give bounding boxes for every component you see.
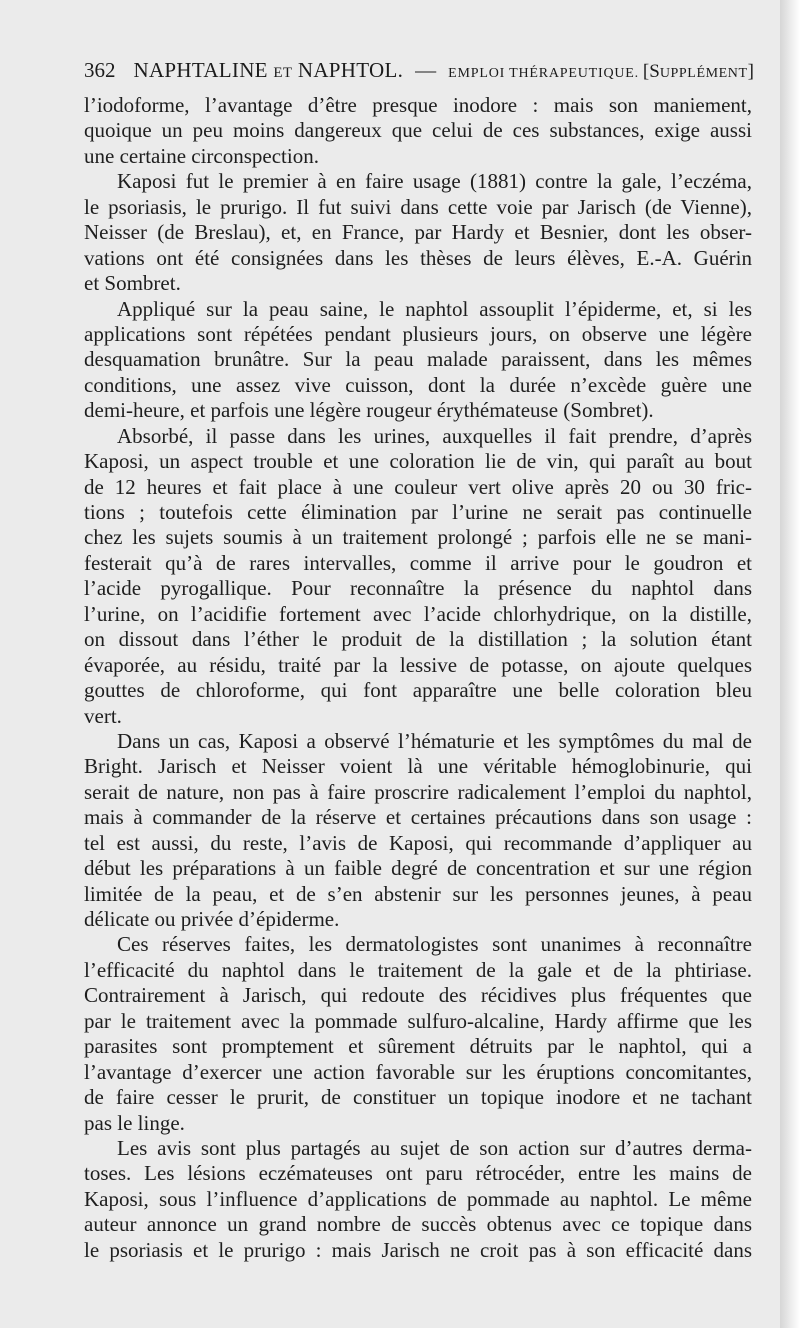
text-line: vations ont été consignées dans les thèses de leurs élèves, E.-A. Guérin (84, 245, 752, 270)
text-line: desquamation brunâtre. Sur la peau malade paraissent, dans les mêmes (84, 347, 752, 372)
supplement-label (643, 61, 754, 83)
text-line: toses. Les lésions eczémateuses ont paru rétrocéder, entre les mains de (84, 1161, 752, 1186)
supplement-first-letter: S (649, 61, 660, 82)
text-line: tions ; toutefois cette élimination par l’urine ne serait pas continuelle (84, 500, 752, 524)
text-line: festerait qu’à de rares intervalles, comme il arrive pour le goudron et (84, 550, 752, 575)
text-line: on dissout dans l’éther le produit de la distillation ; la solution étant (84, 627, 752, 652)
page-number: 362 (84, 58, 116, 82)
running-title (134, 58, 404, 83)
text-line: Kaposi, sous l’influence d’applications de pommade au naphtol. Le même (84, 1186, 752, 1211)
title-dash: — (415, 58, 437, 82)
text-line: chez les sujets soumis à un traitement prolongé ; parfois elle ne se mani- (84, 525, 752, 550)
text-line: Bright. Jarisch et Neisser voient là une véritable hémoglobinurie, qui (84, 754, 752, 779)
text-line: le psoriasis et le prurigo : mais Jarisch ne croit pas à son efficacité dans (84, 1237, 752, 1262)
text-line: pas le linge. (84, 1110, 185, 1135)
text-line: de faire cesser le prurit, de constituer un topique inodore et ne tachant (84, 1085, 752, 1110)
text-line: l’iodoforme, l’avantage d’être presque inodore : mais son maniement, (84, 93, 752, 117)
text-line: serait de nature, non pas à faire proscrire radicalement l’emploi du naphtol, (84, 779, 752, 804)
text-line: Les avis sont plus partagés au sujet de son action sur d’autres derma- (117, 1135, 752, 1160)
text-line: délicate ou privée d’épiderme. (84, 907, 340, 931)
text-line: conditions, une assez vive cuisson, dont la durée n’excède guère une (84, 372, 752, 397)
text-line: début les préparations à un faible degré de concentration et sur une région (84, 856, 752, 881)
text-line: et Sombret. (84, 271, 181, 296)
text-line: mais à commander de la réserve et certaines précautions dans son usage : (84, 805, 752, 830)
text-line: de 12 heures et fait place à une couleur vert olive après 20 ou 30 fric- (84, 474, 752, 499)
text-line: limitée de la peau, et de s’en abstenir sur les personnes jeunes, à peau (84, 881, 752, 906)
text-line: Neisser (de Breslau), et, en France, par Hardy et Besnier, dont les obser- (84, 220, 752, 245)
text-line: une certaine circonspection. (84, 143, 319, 168)
text-line: parasites sont promptement et sûrement détruits par le naphtol, qui a (84, 1034, 752, 1059)
text-line: évaporée, au résidu, traité par la lessive de potasse, on ajoute quelques (84, 652, 752, 677)
text-line: Ces réserves faites, les dermatologistes sont unanimes à reconnaître (117, 932, 752, 957)
text-line: l’urine, on l’acidifie fortement avec l’acide chlorhydrique, on la distille, (84, 601, 752, 626)
body-text (84, 93, 752, 1263)
text-line: auteur annonce un grand nombre de succès obtenus avec ce topique dans (84, 1212, 752, 1237)
text-line: demi-heure, et parfois une légère rougeur érythémateuse (Sombret). (84, 398, 654, 423)
text-line: Kaposi fut le premier à en faire usage (1881) contre la gale, l’eczéma, (117, 169, 752, 194)
title-part-2: NAPHTOL. (297, 58, 404, 82)
text-line: applications sont répétées pendant plusieurs jours, on observe une légère (84, 321, 752, 346)
text-line: Appliqué sur la peau saine, le naphtol assouplit l’épiderme, et, si les (117, 296, 752, 321)
text-line: vert. (84, 703, 122, 728)
text-line: tel est aussi, du reste, l’avis de Kaposi, qui recommande d’appliquer au (84, 830, 752, 855)
supplement-rest: UPPLÉMENT (659, 66, 748, 81)
text-line: quoique un peu moins dangereux que celui de ces substances, exige aussi (84, 118, 752, 143)
text-line: l’acide pyrogallique. Pour reconnaître la présence du naphtol dans (84, 576, 752, 601)
text-line: l’avantage d’exercer une action favorable sur les éruptions concomitantes, (84, 1059, 752, 1084)
text-line: Dans un cas, Kaposi a observé l’hématurie et les symptômes du mal de (117, 728, 752, 753)
page-edge (780, 0, 800, 1328)
supplement-close-bracket: ] (747, 61, 754, 82)
text-line: par le traitement avec la pommade sulfuro-alcaline, Hardy affirme que les (84, 1008, 752, 1033)
text-line: Kaposi, un aspect trouble et une coloration lie de vin, qui paraît au bout (84, 449, 752, 474)
section-title: EMPLOI THÉRAPEUTIQUE. (448, 66, 639, 81)
text-line: le psoriasis, le prurigo. Il fut suivi dans cette voie par Jarisch (de Vienne), (84, 194, 752, 219)
title-et: ET (273, 65, 293, 81)
text-line: Contrairement à Jarisch, qui redoute des récidives plus fréquentes que (84, 983, 752, 1008)
text-line: gouttes de chloroforme, qui font apparaître une belle coloration bleu (84, 678, 752, 703)
title-part-1: NAPHTALINE (133, 58, 268, 82)
text-line: Absorbé, il passe dans les urines, auxquelles il fait prendre, d’après (117, 423, 752, 448)
supplement-open-bracket: [ (642, 61, 650, 82)
running-head (84, 58, 754, 88)
text-line: l’efficacité du naphtol dans le traitement de la gale et de la phtiriase. (84, 957, 752, 982)
